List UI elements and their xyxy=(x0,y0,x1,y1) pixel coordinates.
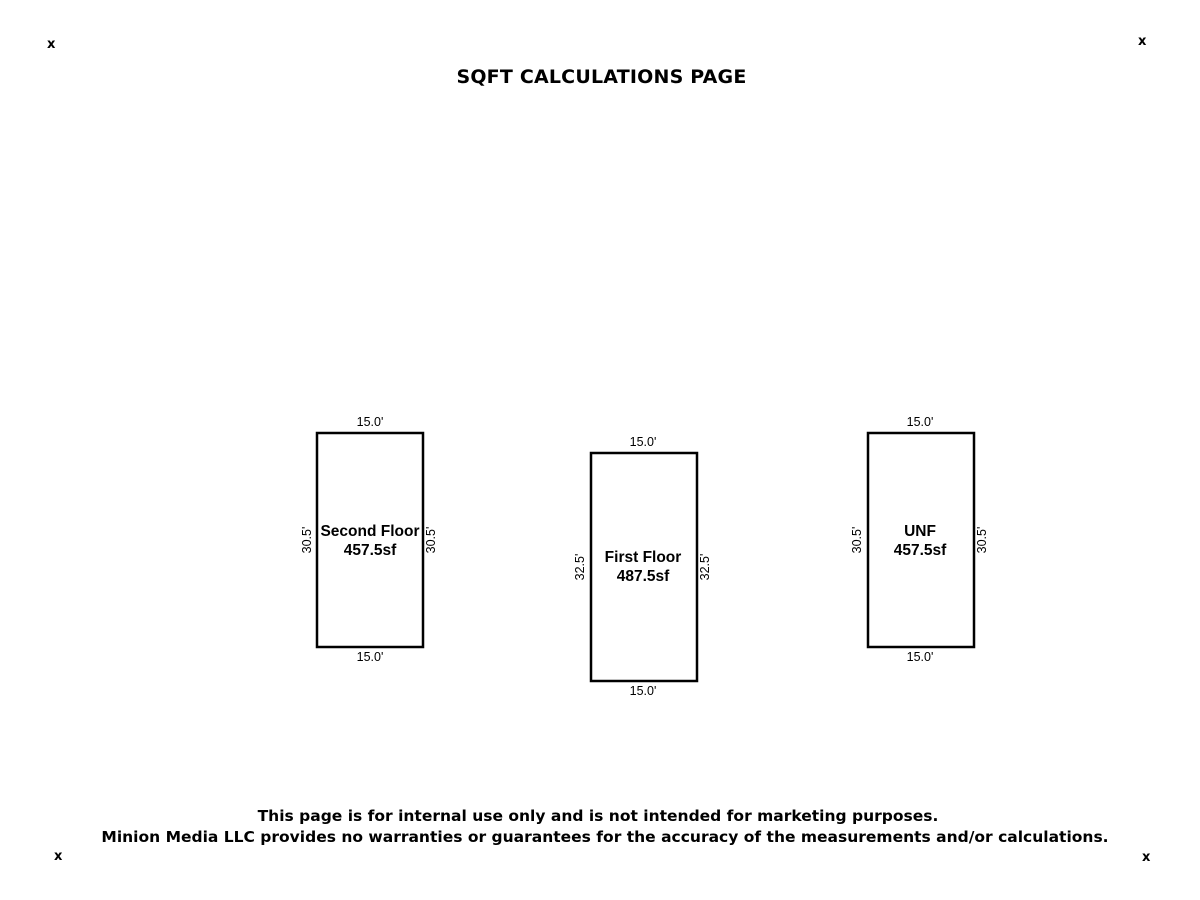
room-name: UNF xyxy=(904,523,936,540)
room-name: First Floor xyxy=(604,549,682,566)
dimension-top: 15.0' xyxy=(629,435,657,449)
room-area: 457.5sf xyxy=(893,542,947,559)
room-area: 457.5sf xyxy=(343,542,397,559)
room-first-floor xyxy=(573,435,712,698)
room-second-floor xyxy=(300,415,438,664)
room-unf xyxy=(850,415,989,664)
corner-mark-top-left: x xyxy=(47,37,56,52)
dimension-right: 30.5' xyxy=(424,526,438,554)
dimension-right: 30.5' xyxy=(975,526,989,554)
disclaimer-internal-use: This page is for internal use only and is not intended for marketing purposes. xyxy=(257,807,939,825)
corner-mark-bottom-left: x xyxy=(54,849,63,864)
room-outline xyxy=(868,433,974,647)
room-outline xyxy=(317,433,423,647)
room-name: Second Floor xyxy=(320,523,420,540)
dimension-top: 15.0' xyxy=(906,415,934,429)
corner-mark-bottom-right: x xyxy=(1142,850,1151,865)
disclaimer-no-warranty: Minion Media LLC provides no warranties or guarantees for the accuracy of the measurements and/or calculations. xyxy=(101,828,1109,846)
dimension-bottom: 15.0' xyxy=(356,650,384,664)
dimension-bottom: 15.0' xyxy=(906,650,934,664)
dimension-left: 32.5' xyxy=(573,553,587,581)
dimension-bottom: 15.0' xyxy=(629,684,657,698)
dimension-left: 30.5' xyxy=(850,526,864,554)
dimension-left: 30.5' xyxy=(300,526,314,554)
dimension-right: 32.5' xyxy=(698,553,712,581)
room-area: 487.5sf xyxy=(616,568,670,585)
dimension-top: 15.0' xyxy=(356,415,384,429)
corner-mark-top-right: x xyxy=(1138,34,1147,49)
room-outline xyxy=(591,453,697,681)
page-title: SQFT CALCULATIONS PAGE xyxy=(456,66,747,88)
